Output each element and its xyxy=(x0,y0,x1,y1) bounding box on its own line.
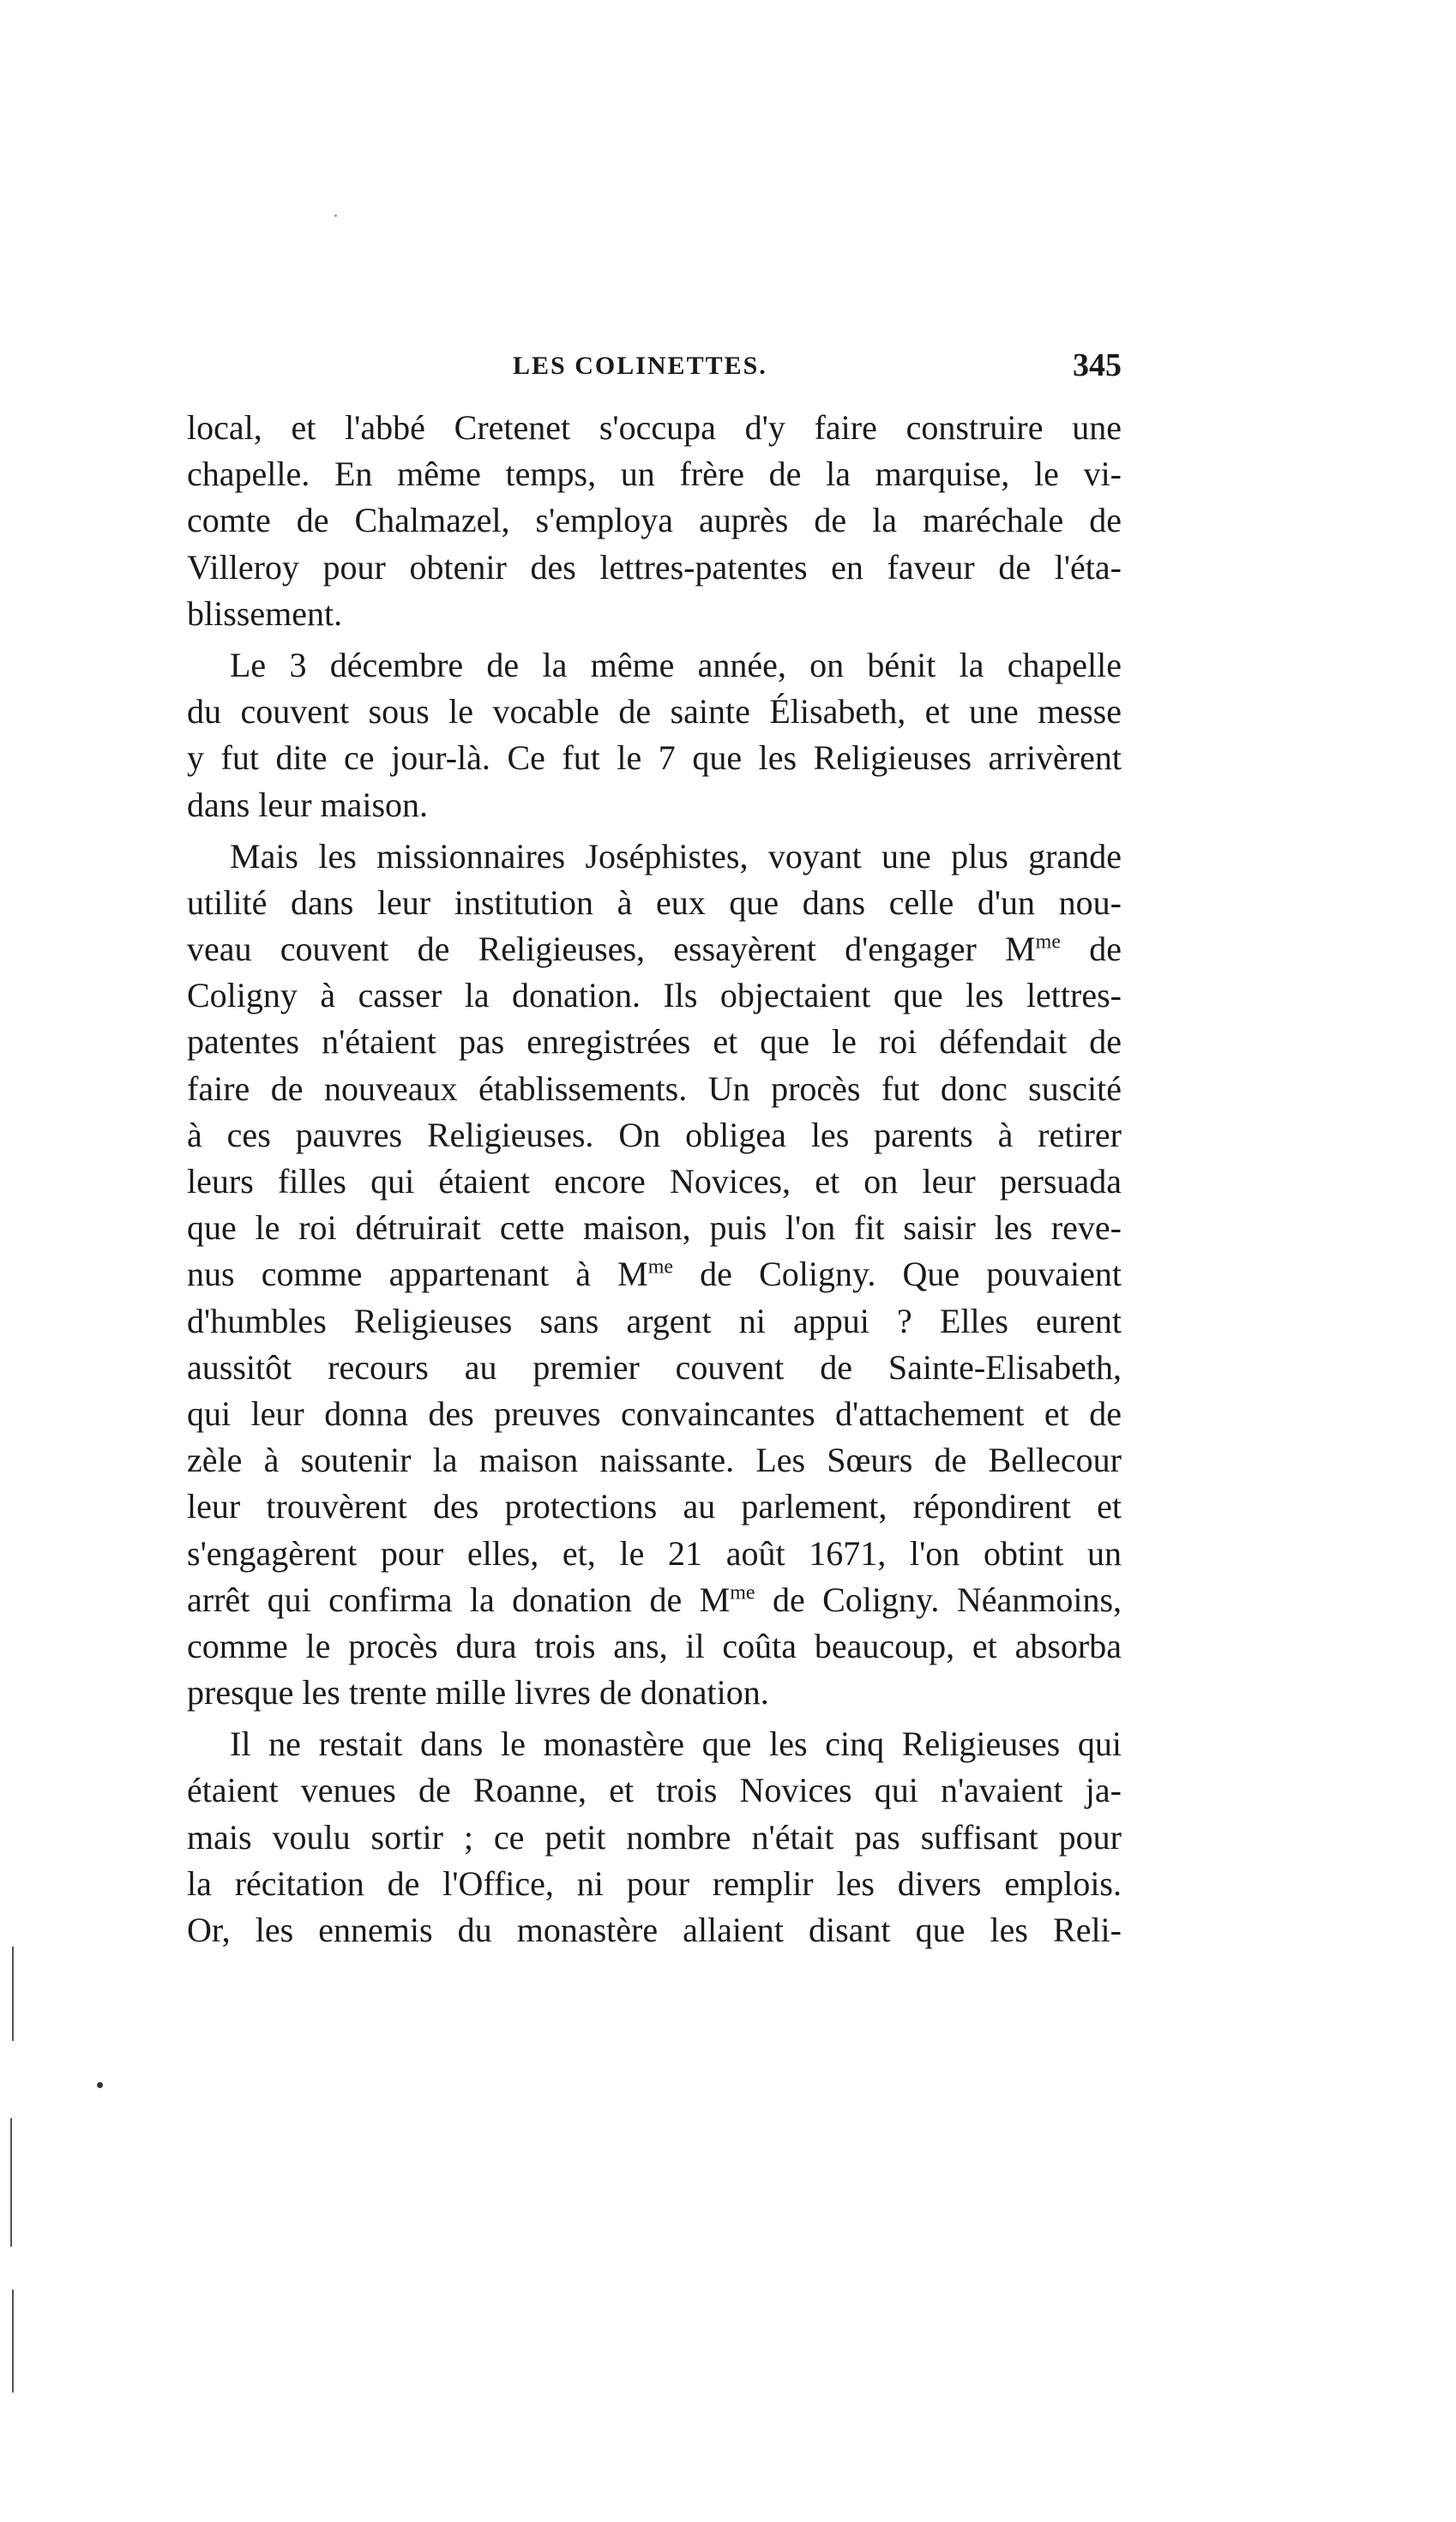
text-line: Villeroy pour obtenir des lettres-patentes en faveur de l'éta- xyxy=(187,547,1122,587)
superscript: me xyxy=(647,1256,674,1279)
text-line: Or, les ennemis du monastère allaient disant que les Reli- xyxy=(187,1911,1122,1949)
superscript: me xyxy=(1035,930,1061,954)
text-line: utilité dans leur institution à eux que dans celle d'un nou- xyxy=(187,882,1122,922)
text-line: leur trouvèrent des protections au parlement, répondirent et xyxy=(187,1487,1122,1526)
text-line: presque les trente mille livres de donation. xyxy=(187,1673,769,1712)
page-number: 345 xyxy=(1073,347,1122,383)
text-line: Il ne restait dans le monastère que les cinq Religieuses qui xyxy=(230,1724,1122,1764)
text-line: d'humbles Religieuses sans argent ni appui ? Elles eurent xyxy=(187,1301,1122,1340)
text-line: chapelle. En même temps, un frère de la marquise, le vi- xyxy=(187,454,1122,494)
text-line: aussitôt recours au premier couvent de Sainte-Elisabeth, xyxy=(187,1347,1122,1387)
text-line: s'engagèrent pour elles, et, le 21 août 1671, l'on obtint un xyxy=(187,1533,1122,1573)
text-line: à ces pauvres Religieuses. On obligea les parents à retirer xyxy=(187,1115,1122,1154)
text-line: veau couvent de Religieuses, essayèrent d'engager $M^{me}$ de xyxy=(187,930,1122,969)
text-line: local, et l'abbé Cretenet s'occupa d'y faire construire une xyxy=(187,408,1122,447)
scan-margin-line xyxy=(10,2118,12,2247)
text-line: arrêt qui confirma la donation de $M^{me}$ de Coligny. Néanmoins, xyxy=(187,1580,1122,1619)
scan-speck xyxy=(334,214,337,217)
text-line: Mais les missionnaires Joséphistes, voyant une plus grande xyxy=(230,836,1122,876)
text-line: patentes n'étaient pas enregistrées et que le roi défendait de xyxy=(187,1022,1122,1062)
text-line: que le roi détruirait cette maison, puis l'on fit saisir les reve- xyxy=(187,1208,1122,1248)
text-line: Coligny à casser la donation. Ils objectaient que les lettres- xyxy=(187,976,1122,1015)
text-line: y fut dite ce jour-là. Ce fut le 7 que les Religieuses arrivèrent xyxy=(187,738,1122,778)
text-line: comte de Chalmazel, s'employa auprès de la maréchale de xyxy=(187,501,1122,540)
text-line: mais voulu sortir ; ce petit nombre n'était pas suffisant pour xyxy=(187,1817,1122,1857)
scan-speck xyxy=(97,2082,103,2088)
text-line: Le 3 décembre de la même année, on bénit la chapelle xyxy=(230,645,1122,684)
scan-margin-line xyxy=(12,1947,14,2041)
text-line: nus comme appartenant à $M^{me}$ de Coligny. Que pouvaient xyxy=(187,1255,1122,1294)
text-line: faire de nouveaux établissements. Un procès fut donc suscité xyxy=(187,1068,1122,1108)
text-line: blissement. xyxy=(187,593,343,633)
text-line: qui leur donna des preuves convaincantes d'attachement et de xyxy=(187,1393,1122,1433)
text-line: leurs filles qui étaient encore Novices, et on leur persuada xyxy=(187,1162,1122,1201)
text-line: comme le procès dura trois ans, il coûta beaucoup, et absorba xyxy=(187,1626,1122,1665)
scan-margin-line xyxy=(12,2290,14,2393)
superscript: me xyxy=(730,1581,755,1604)
running-title: LES COLINETTES. xyxy=(513,352,767,380)
running-head xyxy=(187,343,1122,394)
text-line: étaient venues de Roanne, et trois Novices qui n'avaient ja- xyxy=(187,1771,1122,1810)
body-text xyxy=(187,405,1122,1953)
text-line: zèle à soutenir la maison naissante. Les Sœurs de Bellecour xyxy=(187,1441,1122,1480)
text-line: la récitation de l'Office, ni pour remplir les divers emplois. xyxy=(187,1863,1122,1903)
text-line: dans leur maison. xyxy=(187,785,429,824)
text-line: du couvent sous le vocable de sainte Élisabeth, et une messe xyxy=(187,692,1122,731)
